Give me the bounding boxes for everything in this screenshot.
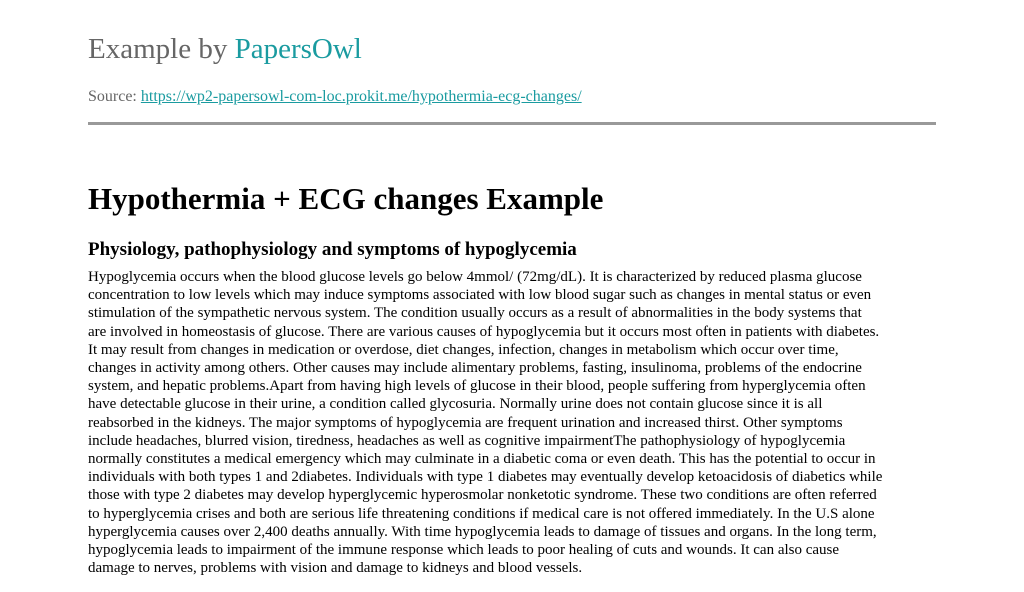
brand-prefix: Example by bbox=[88, 33, 235, 65]
paragraph-line: system, and hepatic problems.Apart from having high levels of glucose in their blood, people suffering from hyperglycemia often bbox=[88, 378, 866, 395]
paragraph-line: reabsorbed in the kidneys. The major symptoms of hypoglycemia are frequent urination and increased thirst. Other symptoms bbox=[88, 414, 843, 431]
paragraph-line: include headaches, blurred vision, tiredness, headaches as well as cognitive impairmentThe pathophysiology of hypoglycemia bbox=[88, 432, 846, 449]
source-label: Source: bbox=[88, 88, 141, 105]
paragraph-line: concentration to low levels which may induce symptoms associated with low blood sugar such as changes in mental status or even bbox=[88, 287, 872, 304]
paragraph-line: Hypoglycemia occurs when the blood glucose levels go below 4mmol/ (72mg/dL). It is characterized by reduced plasma glucose bbox=[88, 269, 862, 285]
brand-name: PapersOwl bbox=[234, 33, 362, 65]
source-link[interactable]: https://wp2-papersowl-com-loc.prokit.me/hypothermia-ecg-changes/ bbox=[140, 88, 582, 105]
paragraph-line: hypoglycemia leads to impairment of the immune response which leads to poor healing of cuts and wounds. It can also cause bbox=[88, 542, 840, 559]
divider bbox=[88, 122, 936, 125]
section-heading: Physiology, pathophysiology and symptoms of hypoglycemia bbox=[88, 239, 577, 260]
paragraph-line: to hyperglycemia crises and both are serious life threatening conditions if medical care is not offered immediately. In the U.S alone bbox=[88, 505, 875, 522]
page-title: Hypothermia + ECG changes Example bbox=[88, 181, 604, 216]
paragraph-line: are involved in homeostasis of glucose. There are various causes of hypoglycemia but it occurs most often in patients with diabetes. bbox=[88, 323, 880, 340]
body-paragraph bbox=[88, 268, 882, 577]
paragraph-line: those with type 2 diabetes may develop hyperglycemic hyperosmolar nonketotic syndrome. These two conditions are often referred bbox=[88, 487, 877, 504]
paragraph-line: It may result from changes in medication or overdose, diet changes, infection, changes in metabolism which occur over time, bbox=[88, 341, 839, 358]
paragraph-line: damage to nerves, problems with vision and damage to kidneys and blood vessels. bbox=[88, 560, 583, 577]
paragraph-line: individuals with both types 1 and 2diabetes. Individuals with type 1 diabetes may eventually develop ketoacidosis of diabetics while bbox=[88, 469, 883, 486]
paragraph-line: hyperglycemia causes over 2,400 deaths annually. With time hypoglycemia leads to damage of tissues and organs. In the long term, bbox=[88, 523, 877, 540]
paragraph-line: have detectable glucose in their urine, a condition called glycosuria. Normally urine does not contain glucose since it is all bbox=[88, 396, 823, 413]
paragraph-line: changes in activity among others. Other causes may include alimentary problems, fasting, insulinoma, problems of the endocrine bbox=[88, 360, 862, 377]
paragraph-line: stimulation of the sympathetic nervous system. The condition usually occurs as a result of abnormalities in the body systems that bbox=[88, 305, 862, 322]
paragraph-line: normally constitutes a medical emergency which may culminate in a diabetic coma or even death. This has the potential to occur in bbox=[88, 451, 876, 468]
source-line bbox=[88, 88, 582, 106]
brand-header bbox=[88, 33, 362, 66]
